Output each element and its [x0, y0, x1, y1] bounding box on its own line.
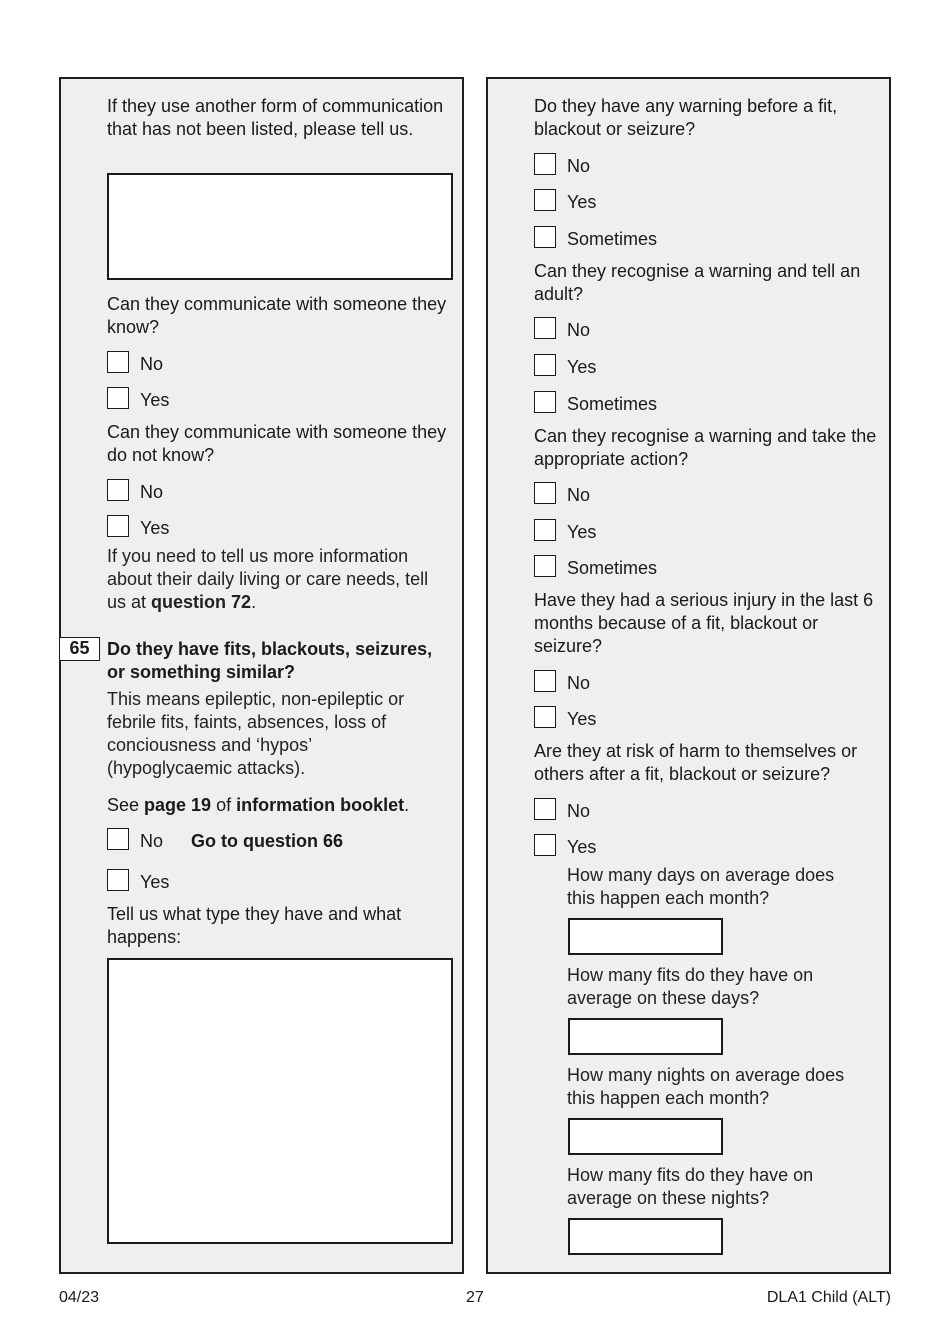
other-communication-question: If they use another form of communication that has not been listed, please tell us.: [107, 96, 444, 139]
known-no-option[interactable]: No: [107, 348, 163, 375]
booklet-reference: See page 19 of information booklet.: [107, 795, 410, 815]
known-yes-option[interactable]: Yes: [107, 384, 169, 411]
checkbox[interactable]: [107, 515, 129, 537]
fits-per-night-question: How many fits do they have on average on these nights?: [567, 1165, 814, 1208]
checkbox[interactable]: [534, 226, 556, 248]
risk-no-option[interactable]: No: [534, 795, 590, 822]
nights-per-month-question: How many nights on average does this happen each month?: [567, 1065, 845, 1108]
checkbox[interactable]: [534, 834, 556, 856]
fits-description-textbox[interactable]: [107, 958, 453, 1244]
checkbox[interactable]: [107, 387, 129, 409]
other-communication-textbox[interactable]: [107, 173, 453, 280]
checkbox[interactable]: [107, 869, 129, 891]
warning-no-option[interactable]: No: [534, 150, 590, 177]
checkbox[interactable]: [534, 391, 556, 413]
injury-yes-option[interactable]: Yes: [534, 703, 596, 730]
form-reference: DLA1 Child (ALT): [766, 1289, 891, 1306]
question-number: 65: [59, 637, 100, 661]
checkbox[interactable]: [107, 828, 129, 850]
more-info-note: If you need to tell us more information about their daily living or care needs, tell us at question 72.: [107, 546, 429, 612]
checkbox[interactable]: [534, 670, 556, 692]
footer-date: 04/23: [59, 1289, 100, 1306]
checkbox[interactable]: [534, 189, 556, 211]
risk-yes-option[interactable]: Yes: [534, 831, 596, 858]
checkbox[interactable]: [534, 153, 556, 175]
recognise-action-sometimes-option[interactable]: Sometimes: [534, 552, 657, 579]
checkbox[interactable]: [534, 706, 556, 728]
warning-sometimes-option[interactable]: Sometimes: [534, 223, 657, 250]
checkbox[interactable]: [534, 482, 556, 504]
recognise-action-question: Can they recognise a warning and take the appropriate action?: [534, 426, 877, 469]
checkbox[interactable]: [534, 317, 556, 339]
checkbox[interactable]: [107, 479, 129, 501]
q65-description: This means epileptic, non-epileptic or febrile fits, faints, absences, loss of conciousness and ‘hypos’ (hypoglycaemic attacks).: [107, 689, 405, 778]
recognise-action-yes-option[interactable]: Yes: [534, 516, 596, 543]
recognise-tell-yes-option[interactable]: Yes: [534, 351, 596, 378]
unknown-no-option[interactable]: No: [107, 476, 163, 503]
communicate-known-question: Can they communicate with someone they know?: [107, 294, 447, 337]
risk-question: Are they at risk of harm to themselves or others after a fit, blackout or seizure?: [534, 741, 858, 784]
checkbox[interactable]: [534, 555, 556, 577]
page-number: 27: [466, 1289, 484, 1306]
q65-yes-option[interactable]: Yes: [107, 866, 169, 893]
warning-question: Do they have any warning before a fit, blackout or seizure?: [534, 96, 838, 139]
go-to-instruction: Go to question 66: [191, 831, 344, 851]
warning-yes-option[interactable]: Yes: [534, 186, 596, 213]
tell-type-prompt: Tell us what type they have and what happens:: [107, 904, 402, 947]
unknown-yes-option[interactable]: Yes: [107, 512, 169, 539]
injury-no-option[interactable]: No: [534, 667, 590, 694]
q65-title: Do they have fits, blackouts, seizures, or something similar?: [107, 639, 433, 682]
injury-question: Have they had a serious injury in the last 6 months because of a fit, blackout or seizure?: [534, 590, 874, 656]
fits-per-day-question: How many fits do they have on average on these days?: [567, 965, 814, 1008]
fits-per-day-input[interactable]: [568, 1018, 723, 1055]
checkbox[interactable]: [534, 354, 556, 376]
communicate-unknown-question: Can they communicate with someone they do not know?: [107, 422, 447, 465]
recognise-tell-sometimes-option[interactable]: Sometimes: [534, 388, 657, 415]
checkbox[interactable]: [534, 519, 556, 541]
checkbox[interactable]: [107, 351, 129, 373]
days-per-month-input[interactable]: [568, 918, 723, 955]
q65-no-option[interactable]: No Go to question 66: [107, 825, 343, 852]
recognise-action-no-option[interactable]: No: [534, 479, 590, 506]
checkbox[interactable]: [534, 798, 556, 820]
recognise-tell-no-option[interactable]: No: [534, 314, 590, 341]
recognise-tell-question: Can they recognise a warning and tell an adult?: [534, 261, 861, 304]
nights-per-month-input[interactable]: [568, 1118, 723, 1155]
fits-per-night-input[interactable]: [568, 1218, 723, 1255]
days-per-month-question: How many days on average does this happen each month?: [567, 865, 835, 908]
